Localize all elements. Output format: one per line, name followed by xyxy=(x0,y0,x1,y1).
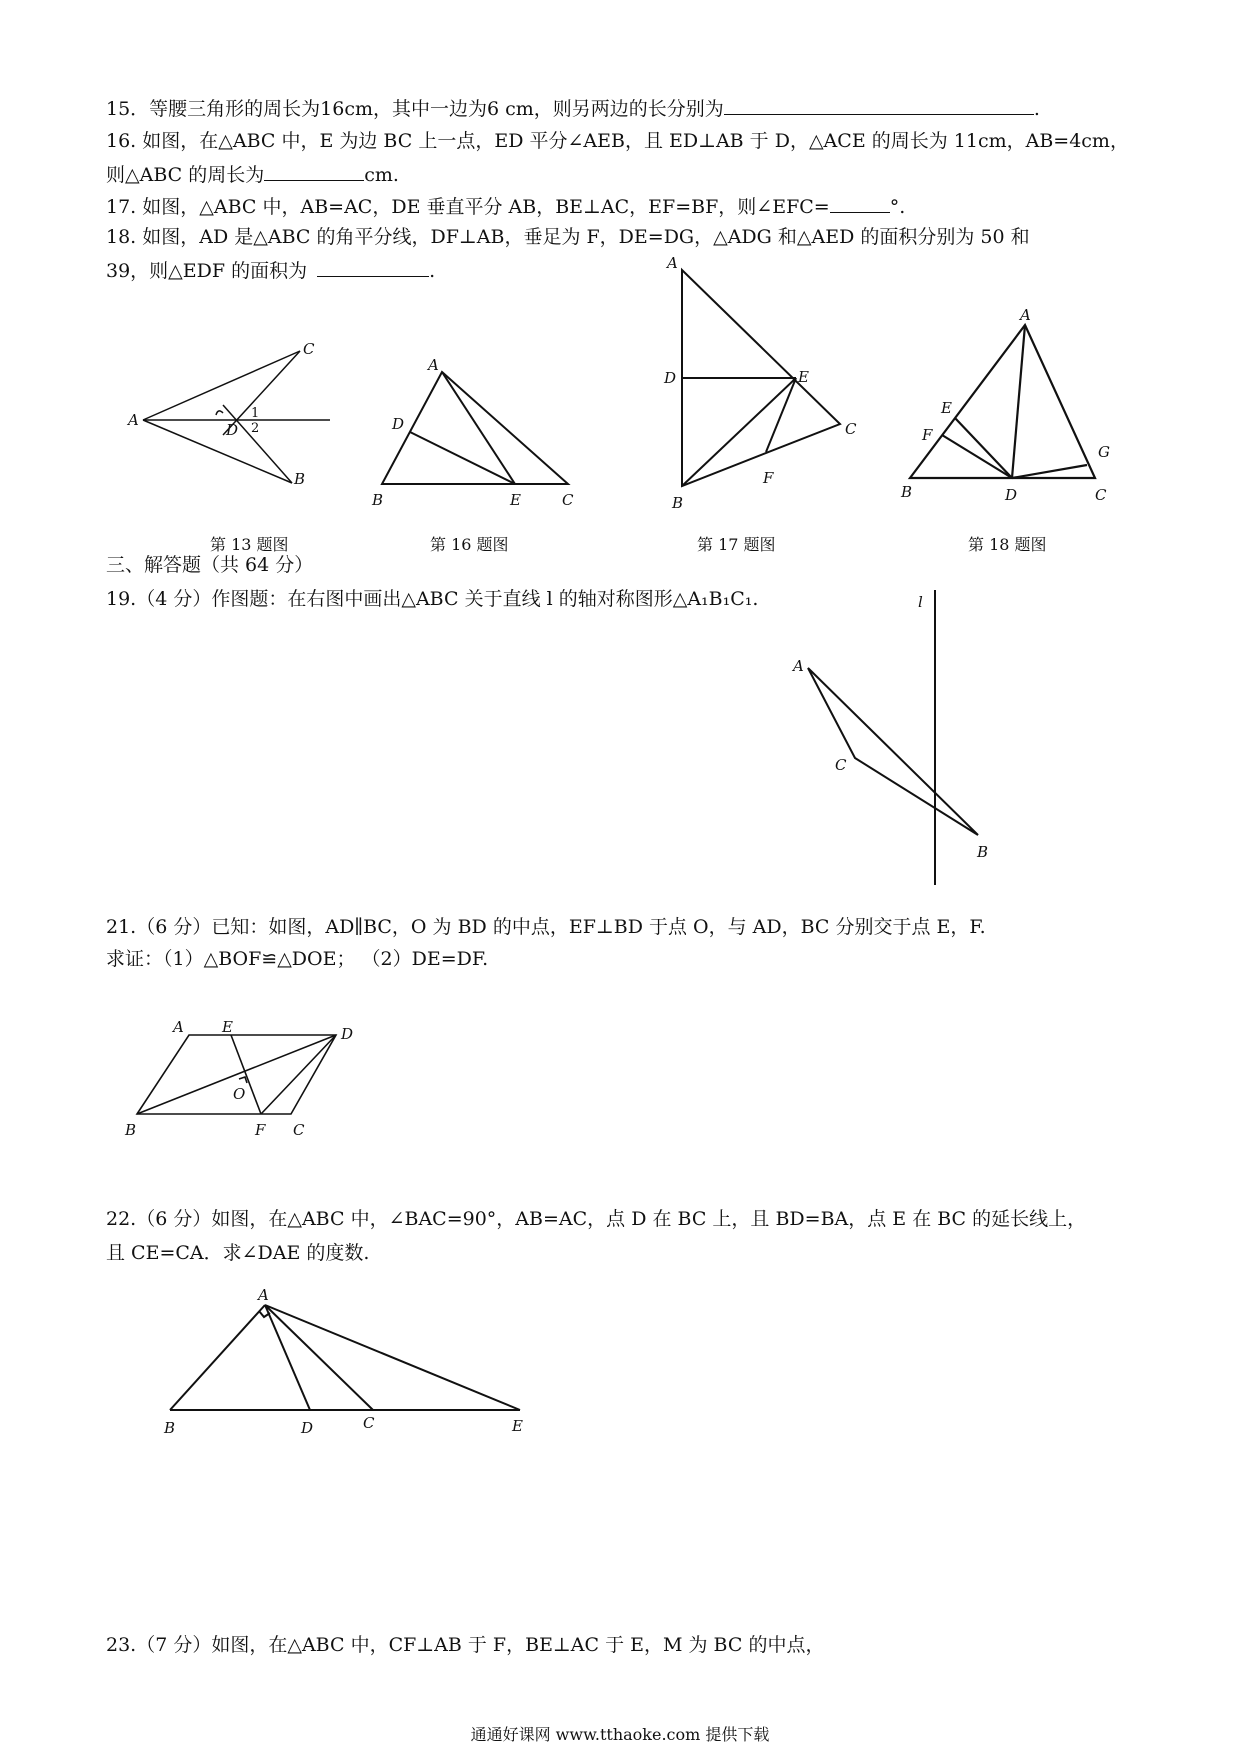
fig19-label-b: B xyxy=(977,843,989,861)
fig13-label-d: D xyxy=(226,421,239,439)
question-16-line2: 则△ABC 的周长为 cm. xyxy=(106,160,399,188)
question-17: 17. 如图，△ABC 中，AB=AC，DE 垂直平分 AB，BE⊥AC，EF=BF，则∠EFC= °. xyxy=(106,192,905,220)
figure-21 xyxy=(115,1005,375,1150)
question-15: 15．等腰三角形的周长为16cm，其中一边为6 cm，则另两边的长分别为 . xyxy=(106,94,1040,122)
fig18-label-f: F xyxy=(922,426,933,444)
fig13-label-a: A xyxy=(128,411,139,429)
fig21-label-c: C xyxy=(293,1121,305,1139)
fig16-label-c: C xyxy=(562,491,574,509)
question-18-line1: 18. 如图，AD 是△ABC 的角平分线，DF⊥AB，垂足为 F，DE=DG，△ADG 和△AED 的面积分别为 50 和 xyxy=(106,226,1030,248)
fig17-label-b: B xyxy=(672,494,684,512)
fig22-label-c: C xyxy=(363,1414,375,1432)
fig21-label-a: A xyxy=(173,1018,184,1036)
fig13-label-b: B xyxy=(294,470,306,488)
fig17-label-d: D xyxy=(664,369,677,387)
question-16-line1: 16. 如图，在△ABC 中，E 为边 BC 上一点，ED 平分∠AEB，且 ED⊥AB 于 D，△ACE 的周长为 11cm，AB=4cm， xyxy=(106,130,1129,152)
fig18-label-e: E xyxy=(941,399,952,417)
fig21-label-b: B xyxy=(125,1121,137,1139)
fig22-label-a: A xyxy=(258,1286,269,1304)
caption-fig18: 第 18 题图 xyxy=(968,535,1047,554)
fig21-label-d: D xyxy=(341,1025,354,1043)
figure-22 xyxy=(155,1285,535,1445)
figure-13 xyxy=(120,335,340,495)
fig17-label-a: A xyxy=(667,254,678,272)
fig19-label-a: A xyxy=(793,657,804,675)
fig16-label-d: D xyxy=(392,415,405,433)
caption-fig13: 第 13 题图 xyxy=(210,535,289,554)
fig18-label-b: B xyxy=(901,483,913,501)
question-21-line2: 求证：（1）△BOF≌△DOE； （2）DE=DF. xyxy=(106,948,489,970)
page-footer: 通通好课网 www.tthaoke.com 提供下载 xyxy=(470,1725,770,1744)
answer-blank-16[interactable] xyxy=(264,160,364,181)
fig17-label-e: E xyxy=(798,368,809,386)
figure-19 xyxy=(780,585,1000,915)
question-21-line1: 21.（6 分）已知：如图，AD∥BC，O 为 BD 的中点，EF⊥BD 于点 O，与 AD，BC 分别交于点 E，F. xyxy=(106,916,986,938)
fig13-label-1: 1 xyxy=(251,406,260,421)
question-22-line1: 22.（6 分）如图，在△ABC 中，∠BAC=90°，AB=AC，点 D 在 BC 上，且 BD=BA，点 E 在 BC 的延长线上， xyxy=(106,1208,1087,1230)
fig19-label-c: C xyxy=(835,756,847,774)
fig13-label-c: C xyxy=(303,340,315,358)
question-23: 23.（7 分）如图，在△ABC 中，CF⊥AB 于 F，BE⊥AC 于 E，M 为 BC 的中点， xyxy=(106,1634,825,1656)
fig13-label-2: 2 xyxy=(251,421,260,436)
figure-17 xyxy=(655,254,875,518)
answer-blank-18[interactable] xyxy=(317,256,429,277)
fig21-label-f: F xyxy=(255,1121,266,1139)
fig21-label-e: E xyxy=(222,1018,233,1036)
answer-blank-15[interactable] xyxy=(724,94,1034,115)
fig22-label-b: B xyxy=(164,1419,176,1437)
fig19-label-l: l xyxy=(918,593,923,611)
answer-blank-17[interactable] xyxy=(830,192,890,213)
fig18-label-a: A xyxy=(1020,306,1031,324)
fig16-label-e: E xyxy=(510,491,521,509)
fig18-label-d: D xyxy=(1005,486,1018,504)
fig22-label-e: E xyxy=(512,1417,523,1435)
fig17-label-f: F xyxy=(763,469,774,487)
question-15-text: 15．等腰三角形的周长为16cm，其中一边为6 cm，则另两边的长分别为 xyxy=(106,98,724,120)
fig18-label-c: C xyxy=(1095,486,1107,504)
section-3-heading: 三、解答题（共 64 分） xyxy=(106,554,314,576)
fig16-label-a: A xyxy=(428,356,439,374)
fig22-label-d: D xyxy=(301,1419,314,1437)
question-22-line2: 且 CE=CA．求∠DAE 的度数. xyxy=(106,1242,370,1264)
figure-18 xyxy=(895,305,1135,505)
fig18-label-g: G xyxy=(1098,443,1110,461)
caption-fig17: 第 17 题图 xyxy=(697,535,776,554)
fig17-label-c: C xyxy=(845,420,857,438)
fig16-label-b: B xyxy=(372,491,384,509)
figure-16 xyxy=(360,350,590,520)
caption-fig16: 第 16 题图 xyxy=(430,535,509,554)
question-18-line2: 39，则△EDF 的面积为 . xyxy=(106,256,435,284)
fig21-label-o: O xyxy=(233,1085,246,1103)
question-19: 19.（4 分）作图题：在右图中画出△ABC 关于直线 l 的轴对称图形△A₁B₁C₁. xyxy=(106,588,759,610)
